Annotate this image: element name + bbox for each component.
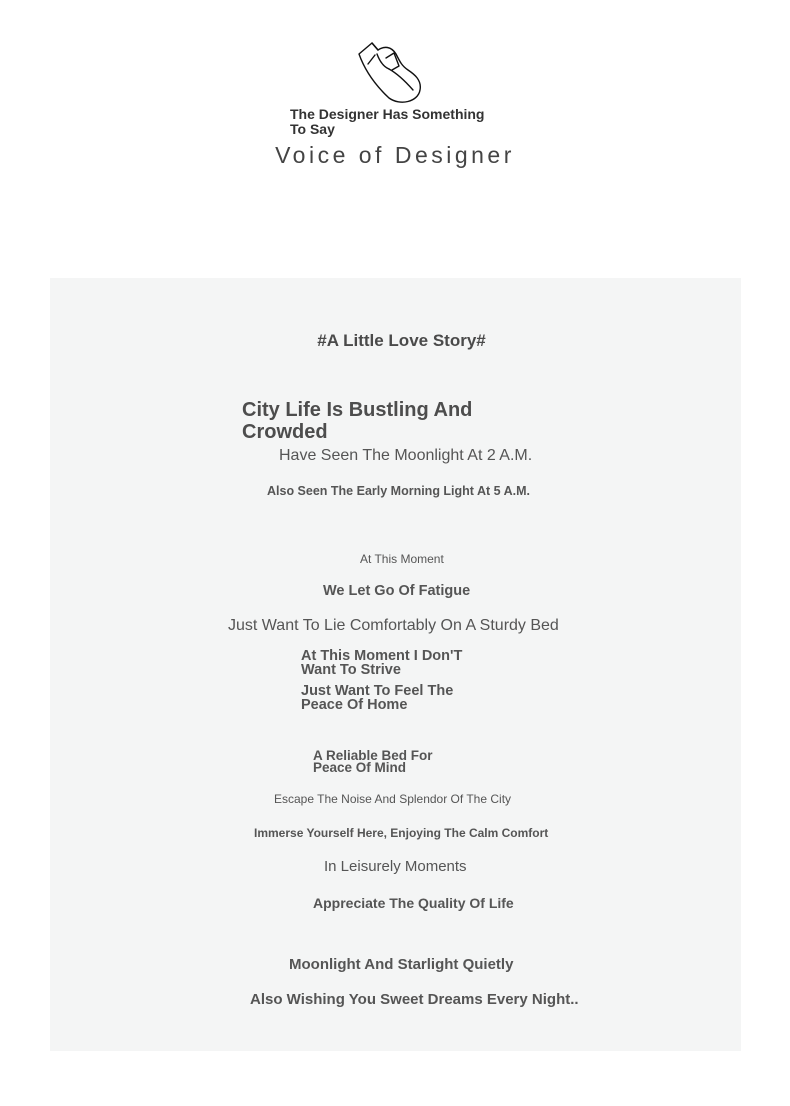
- story-line: Just Want To Lie Comfortably On A Sturdy Bed: [228, 617, 559, 634]
- story-line: In Leisurely Moments: [324, 858, 467, 875]
- story-line: Escape The Noise And Splendor Of The City: [274, 792, 512, 806]
- story-line: Just Want To Feel The Peace Of Home: [301, 683, 454, 713]
- story-line: Also Seen The Early Morning Light At 5 A.M.: [267, 484, 530, 498]
- story-line: Moonlight And Starlight Quietly: [289, 956, 514, 973]
- story-line: At This Moment: [360, 552, 444, 566]
- story-heading: #A Little Love Story#: [317, 331, 486, 350]
- story-line: Also Wishing You Sweet Dreams Every Night..: [250, 991, 579, 1008]
- story-line: Immerse Yourself Here, Enjoying The Calm Comfort: [254, 826, 549, 840]
- tagline: The Designer Has Something To Say: [290, 106, 485, 137]
- story-line: A Reliable Bed For Peace Of Mind: [313, 748, 433, 775]
- page-title: Voice of Designer: [275, 142, 515, 168]
- slipper-icon: [356, 40, 424, 104]
- story-line: Have Seen The Moonlight At 2 A.M.: [279, 447, 533, 464]
- story-line: At This Moment I Don'T Want To Strive: [301, 648, 463, 678]
- story-line: Appreciate The Quality Of Life: [313, 895, 514, 911]
- story-line: City Life Is Bustling And Crowded: [242, 399, 473, 443]
- story-panel: [50, 278, 741, 1051]
- story-line: We Let Go Of Fatigue: [323, 583, 471, 599]
